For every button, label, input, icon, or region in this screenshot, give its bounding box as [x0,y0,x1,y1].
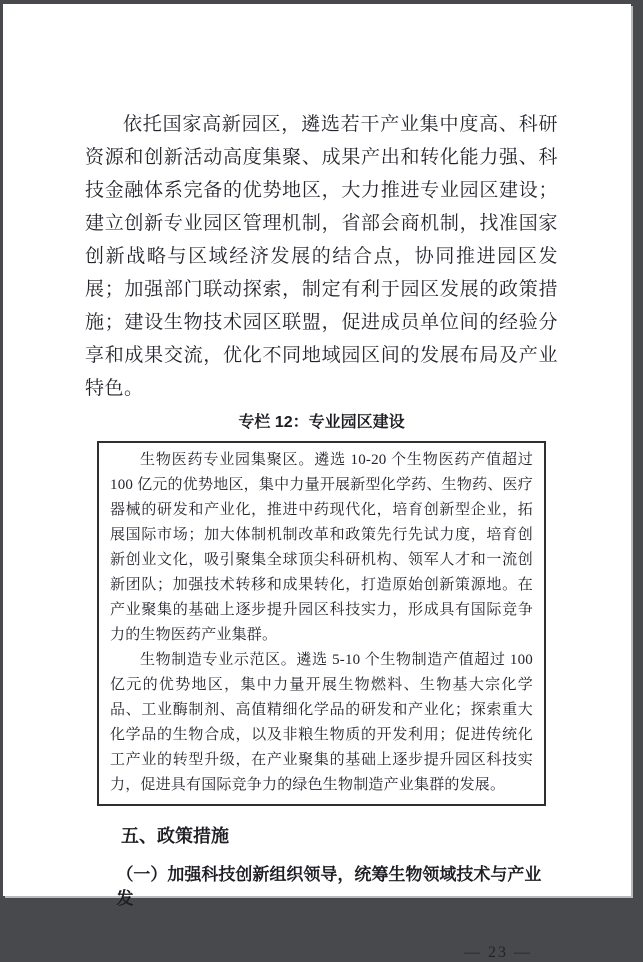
box-paragraph-biomedicine: 生物医药专业园集聚区。遴选 10-20 个生物医药产值超过 100 亿元的优势地区，集中力量开展新型化学药、生物药、医疗器械的研发和产业化，推进中药现代化，培育创新型企业，拓展国际市场；加大体制机制改革和政策先行先试力度，培育创新创业文化，吸引聚集全球顶尖科研机构、领军人才和一流创新团队；加强技术转移和成果转化，打造原始创新策源地。在产业聚集的基础上逐步提升园区科技实力，形成具有国际竞争力的生物医药产业集群。 [110,452,533,643]
subsection-heading: （一）加强科技创新组织领导，统筹生物领域技术与产业发 [116,865,542,908]
document-page [3,4,631,961]
column-box-title: 专栏 12：专业园区建设 [238,414,405,431]
column-box [97,441,546,806]
page-number: — 23 — [464,944,532,961]
body-paragraph: 依托国家高新园区，遴选若干产业集中度高、科研资源和创新活动高度集聚、成果产出和转化能力强、科技金融体系完备的优势地区，大力推进专业园区建设；建立创新专业园区管理机制，省部会商机制，找准国家创新战略与区域经济发展的结合点，协同推进园区发展；加强部门联动探索，制定有利于园区发展的政策措施；建设生物技术园区联盟，促进成员单位间的经验分享和成果交流，优化不同地域园区间的发展布局及产业特色。 [85,114,558,399]
box-paragraph-biomanufacturing: 生物制造专业示范区。遴选 5-10 个生物制造产值超过 100 亿元的优势地区，集中力量开展生物燃料、生物基大宗化学品、工业酶制剂、高值精细化学品的研发和产业化；探索重大化学品的生物合成，以及非粮生物质的开发利用；促进传统化工产业的转型升级，在产业聚集的基础上逐步提升园区科技实力，促进具有国际竞争力的绿色生物制造产业集群的发展。 [110,652,533,793]
section-heading: 五、政策措施 [121,826,229,846]
page-content [85,4,558,962]
